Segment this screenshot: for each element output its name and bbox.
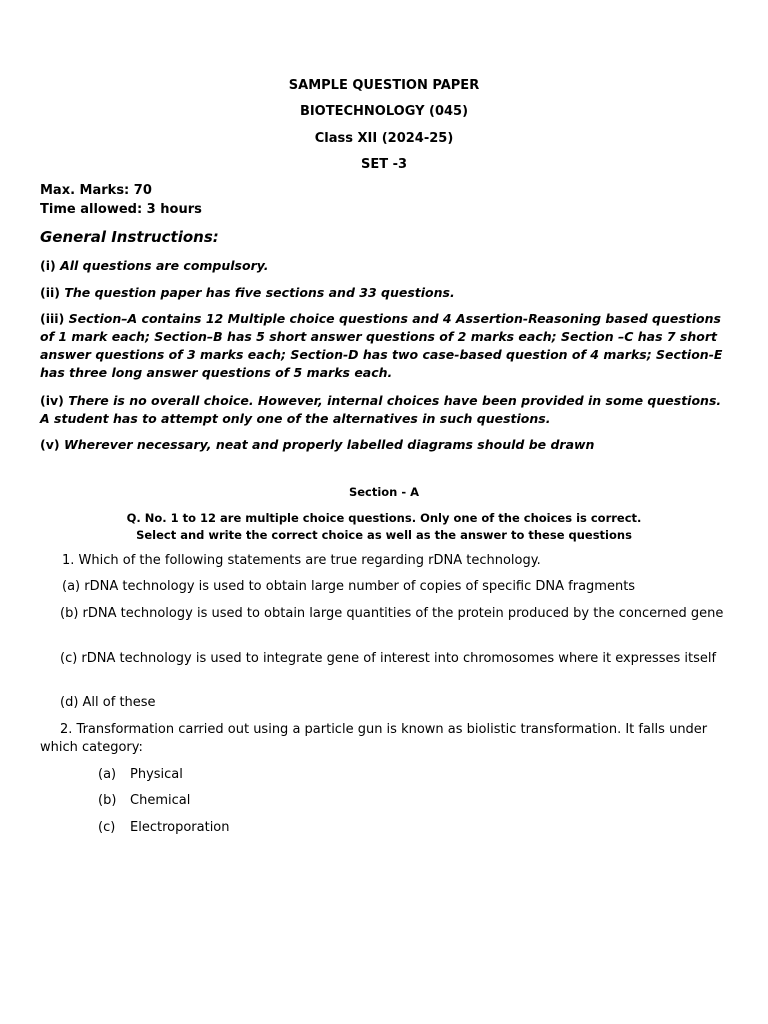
option-text: Physical [130,767,183,782]
set-title: SET -3 [360,157,408,172]
class-title: Class XII (2024-25) [314,131,454,146]
instruction-text: Wherever necessary, neat and properly labelled diagrams should be drawn [63,437,595,452]
option-text: Electroporation [130,820,230,835]
option-label: (a) [98,767,117,782]
question-2-stem: 2. Transformation carried out using a particle gun is known as biolistic transformation. It falls under which category: [40,722,708,755]
max-marks: Max. Marks: 70 [40,183,152,198]
instruction-text: All questions are compulsory. [60,258,269,273]
option-text: Chemical [130,793,191,808]
instruction-item [40,392,730,428]
instruction-number: (iii) [40,311,65,326]
paper-title: SAMPLE QUESTION PAPER [288,78,480,93]
question-2-option [98,819,230,837]
instruction-number: (iv) [40,393,64,408]
section-a-note: Select and write the correct choice as well as the answer to these questions [136,528,632,542]
question-2-option [98,766,183,784]
instruction-text: The question paper has five sections and 33 questions. [64,285,455,300]
instruction-item [40,310,730,382]
section-a-title: Section - A [348,485,420,499]
option-label: (c) [98,820,116,835]
instructions-heading: General Instructions: [40,228,219,246]
question-1-option-c: (c) rDNA technology is used to integrate gene of interest into chromosomes where it expresses itself [60,651,717,666]
instruction-item [40,284,730,302]
question-1-stem: 1. Which of the following statements are true regarding rDNA technology. [62,553,541,568]
instruction-item [40,257,730,275]
subject-title: BIOTECHNOLOGY (045) [299,104,469,119]
instruction-number: (i) [40,258,56,273]
question-1-option-b: (b) rDNA technology is used to obtain large quantities of the protein produced by the concerned gene [60,606,724,621]
instruction-text: Section–A contains 12 Multiple choice questions and 4 Assertion-Reasoning based questions of 1 mark each; Section–B has 5 short answer questions of 2 marks each; Section –C has 7 short answer questions of 3 marks each; Section-D has two case-based question of 4 marks; Section-E has three long answer questions of 5 marks each. [40,311,723,380]
time-allowed: Time allowed: 3 hours [40,202,202,217]
option-label: (b) [98,793,117,808]
instruction-number: (ii) [40,285,60,300]
section-a-note: Q. No. 1 to 12 are multiple choice questions. Only one of the choices is correct. [126,511,642,525]
question-1-option-d: (d) All of these [60,695,156,710]
instruction-number: (v) [40,437,60,452]
instruction-text: There is no overall choice. However, internal choices have been provided in some questions. A student has to attempt only one of the alternatives in such questions. [40,393,722,426]
question-2-option [98,792,190,810]
instruction-item [40,436,730,454]
question-1-option-a: (a) rDNA technology is used to obtain large number of copies of specific DNA fragments [62,579,636,594]
